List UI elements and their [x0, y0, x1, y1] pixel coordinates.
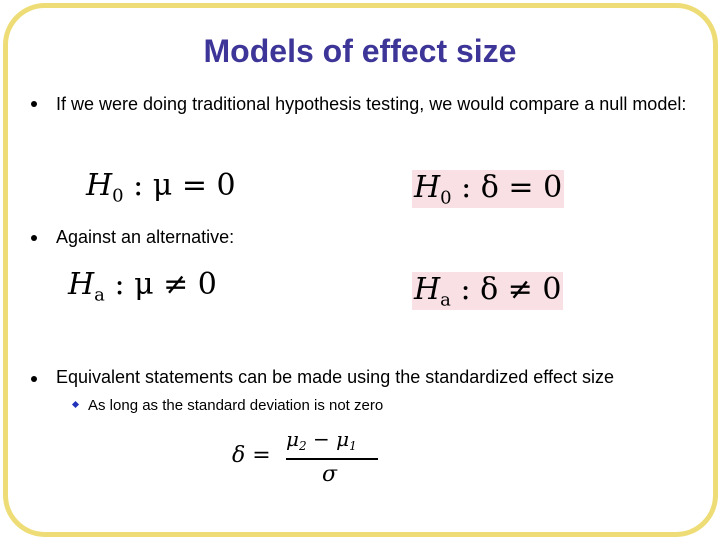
effect-lhs-text: δ = — [232, 443, 271, 468]
h0-mu-lhs: H — [86, 168, 113, 203]
effect-lhs — [232, 443, 271, 468]
alt-hypothesis-mu — [68, 267, 217, 305]
bullet-2-text: Against an alternative: — [56, 227, 235, 247]
h0-delta-sub: 0 — [440, 187, 452, 209]
effect-size-equation — [232, 427, 392, 489]
numerator-mu1: μ — [336, 427, 350, 451]
bullet-marker — [31, 235, 37, 241]
h0-mu-rest: : μ = 0 — [123, 168, 236, 203]
fraction-bar — [286, 458, 378, 460]
bullet-marker — [31, 376, 37, 382]
h0-delta-rest: : δ = 0 — [451, 170, 563, 205]
sub-bullet-text: As long as the standard deviation is not zero — [88, 397, 384, 414]
ha-mu-rest: : μ ≠ 0 — [104, 267, 217, 302]
ha-delta-lhs: H — [414, 272, 441, 307]
slide-title: Models of effect size — [203, 33, 517, 69]
h0-mu-sub: 0 — [112, 185, 124, 207]
effect-numerator — [286, 427, 357, 453]
ha-mu-sub: a — [94, 284, 105, 306]
bullet-3-text: Equivalent statements can be made using the standardized effect size — [56, 367, 615, 387]
effect-denominator: σ — [322, 462, 338, 487]
numerator-minus: − — [306, 427, 337, 451]
h0-delta-lhs: H — [414, 170, 441, 205]
null-hypothesis-mu — [86, 168, 236, 206]
null-hypothesis-delta — [412, 170, 564, 208]
ha-delta-rest: : δ ≠ 0 — [450, 272, 562, 307]
bullet-1-text: If we were doing traditional hypothesis testing, we would compare a null model: — [56, 94, 687, 114]
ha-delta-sub: a — [440, 289, 451, 311]
bullet-marker — [31, 101, 37, 107]
ha-mu-lhs: H — [68, 267, 95, 302]
alt-hypothesis-delta — [412, 272, 563, 310]
numerator-mu2-sub: 2 — [299, 439, 307, 454]
numerator-mu1-sub: 1 — [349, 439, 357, 454]
numerator-mu2: μ — [286, 427, 299, 451]
